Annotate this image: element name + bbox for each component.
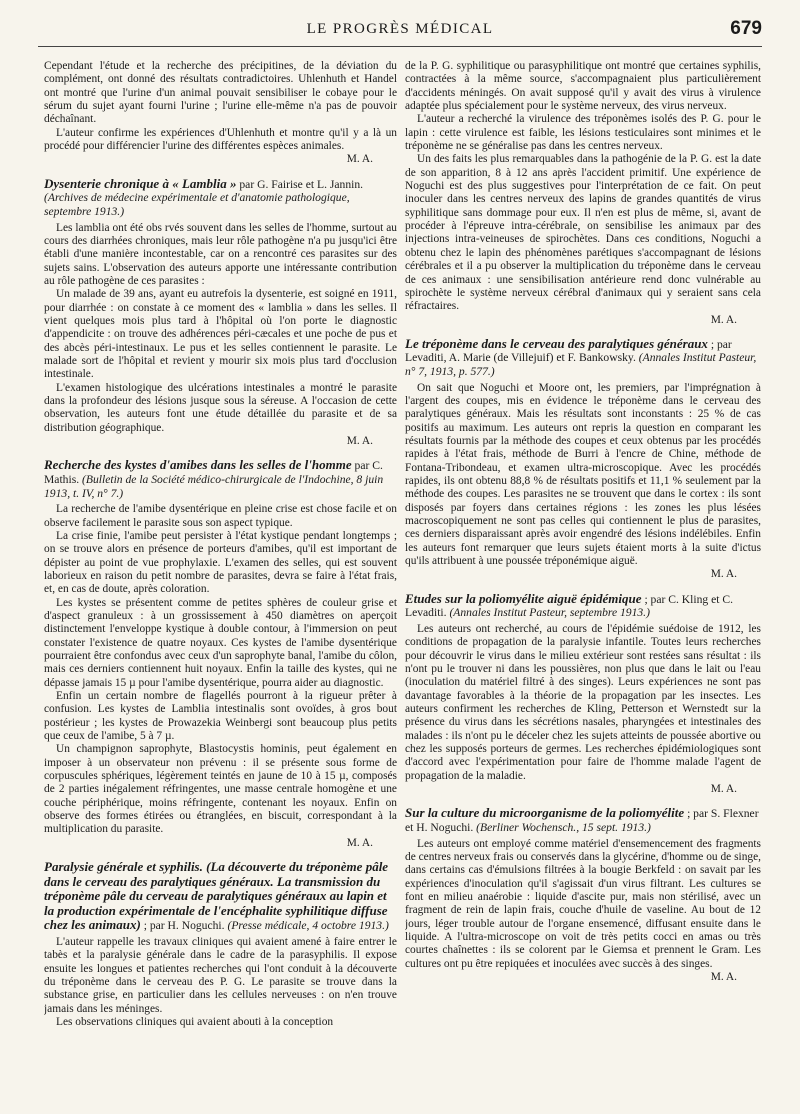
article-paragraph: Les kystes se présentent comme de petites sphères de couleur grise et d'aspect granuleux : à un grossissement à 450 diamètres on aperçoit distinctement l'enveloppe kystique à double contour, à l'immersion on peut constater l'existence de quatre noyaux. Ces kystes de l'amibe dysentérique pourraient être confondus avec ceux d'un saprophyte banal, l'amibe du côlon, mais ces derniers contiennent huit noyaux. Enfin la taille des kystes, qui ne dépasse jamais 15 µ pour l'amibe dysentérique, pourra aider au diagnostic. — [44, 596, 397, 689]
signature: M. A. — [710, 568, 737, 581]
article-title-line — [44, 860, 397, 933]
article-byline-prefix: ; par — [710, 337, 732, 351]
article — [44, 860, 397, 1029]
article — [44, 177, 397, 449]
article-authors: C. Kling et C. Levaditi. — [405, 592, 734, 620]
continuation-paragraph: Un des faits les plus remarquables dans la pathogénie de la P. G. est la date de son apparition, 8 à 12 ans après l'accident primitif. Une expérience de Noguchi est des plus suggestives pour l'interprétation de ce fait. On peut inoculer dans les centres nerveux des lapins de grandes quantités de virus syphilitique sans dommage pour eux. Il n'en est plus de même, si, avant de procéder à l'épreuve intra-cérébrale, on sensibilise les animaux par des injections intra-veineuses de spirochètes. Dans ces conditions, Noguchi a obtenu chez le lapin des phénomènes parétiques s'accompagnant de lésions cérébrales et il a pu observer la multiplication du tréponème dans le cerveau de ces animaux : une sensibilisation antérieure rend donc vulnérable au spirochète le système nerveux cérébral d'animaux qui y seraient sans cela réfractaires. — [405, 153, 761, 313]
article-paragraph: Un malade de 39 ans, ayant eu autrefois la dysenterie, est soigné en 1911, pour diarrhée : on constate à ce moment des « lamblia » dans les selles. Il vient quelques mois plus tard à l'hôpital où l'on porte le diagnostic d'appendicite : on trouve des adhérences péri-cæcales et une poche de pus et des abcès péri-intestinaux. Le pus et les selles contiennent le parasite. Le malade sort de l'hôpital et revient y mourir six mois plus tard d'occlusion intestinale. — [44, 288, 397, 381]
article-byline-prefix: ; par — [143, 919, 165, 933]
intro-paragraph: Cependant l'étude et la recherche des précipitines, de la déviation du complément, ont donné des résultats contradictoires. Uhlenhuth et Handel ont montré que l'urine d'un animal pouvait sensibiliser le cobaye pour le sérum du sujet ayant fourni l'urine ; l'urine elle-même n'a pas de pouvoir déchaînant. — [44, 60, 397, 126]
page-number: 679 — [730, 18, 762, 39]
article-paragraph: Les auteurs ont recherché, au cours de l'épidémie suédoise de 1912, les conditions de propagation de la paralysie infantile. Toutes leurs recherches pour découvrir le virus dans le milieu extérieur sont restées sans résultat : ils n'ont pu le trouver ni dans les poussières, non plus que dans le lait ou l'eau (inoculation du matériel filtré à des singes). Leurs expériences ne sont pas davantage favorables à la théorie de la propagation par les insectes. Les auteurs confirment les recherches de Kling, Petterson et Wernstedt sur la présence du virus dans les sécrétions nasales, pharyngées et intestinales des malades : ils n'ont pu le déceler chez les sujets atteints de poussée abortive ou chez les supposés porteurs de germes. Les recherches épidémiologiques sont d'accord avec l'expérimentation pour faire de l'homme malade l'agent de propagation de la maladie. — [405, 623, 761, 782]
article-title: Paralysie générale et syphilis. (La découverte du tréponème pâle dans le cerveau des paralytiques généraux. La transmission du tréponème pâle du cerveau de paralytiques généraux au lapin et la production expérimentale de l'encéphalite syphilitique diffuse chez les animaux) — [44, 859, 389, 933]
article-byline-prefix: par — [239, 177, 255, 191]
article-paragraph: On sait que Noguchi et Moore ont, les premiers, par l'imprégnation à l'argent des coupes, mis en évidence le tréponème dans le cerveau des paralytiques généraux. Mais les résultats sont inconstants : 25 % de cas positifs au maximum. Les auteurs ont repris la question en comparant les résultats fournis par la méthode des coupes et ceux obtenus par les procédés rapides à l'état frais, méthode de Burri à l'encre de Chine, méthode de Fontana-Tribondeau, et examen ultra-microscopique. Avec les procédés rapides, ils ont obtenu 88,8 % de résultats positifs et 11,1 % seulement par la méthode des coupes. Les parasites ne se trouvent que dans le cortex : ils sont disposés par foyers dans certaines régions : les zones les plus lésées macroscopiquement ne sont pas celles qui contiennent le plus de parasites, ces derniers disparaissant après avoir engendré des lésions indélébiles. Enfin les auteurs font remarquer que leurs sujets étaient morts à la suite d'ictus qu'ils attribuent à une poussée tréponémique aiguë. — [405, 381, 761, 568]
left-articles — [44, 177, 397, 1030]
article-source: (Annales Institut Pasteur, n° 7, 1913, p. 577.) — [405, 351, 757, 379]
article-source: (Bulletin de la Société médico-chirurgicale de l'Indochine, 8 juin 1913, t. IV, n° 7.) — [44, 472, 384, 500]
article-authors: C. Mathis. — [44, 459, 383, 486]
article-authors: S. Flexner et H. Noguchi. — [405, 807, 759, 835]
article-authors: Levaditi, A. Marie (de Villejuif) et F. Bankowsky. — [405, 351, 636, 365]
intro-paragraph: L'auteur confirme les expériences d'Uhlenhuth et montre qu'il y a là un procédé pour différencier l'urine des différentes espèces animales. — [44, 126, 397, 153]
article-paragraph: La crise finie, l'amibe peut persister à l'état kystique pendant longtemps ; on se trouve alors en présence de porteurs d'amibes, qu'il est important de dépister au point de vue prophylaxie. L'examen des selles, qui est souvent laborieux en raison du petit nombre de parasites, devra se faire à l'état frais, et, en cas de doute, après coloration. — [44, 529, 397, 596]
article-paragraph: La recherche de l'amibe dysentérique en pleine crise est chose facile et on observe facilement le parasite sous son aspect typique. — [44, 503, 397, 529]
article-paragraph: L'examen histologique des ulcérations intestinales a montré le parasite dans la profondeur des lésions jusque sous la séreuse. A l'occasion de cette observation, les auteurs font une étude détaillée du parasite et de sa distribution géographique. — [44, 381, 397, 434]
signature: M. A. — [346, 435, 373, 448]
article-authors: H. Noguchi. — [167, 919, 225, 933]
signature: M. A. — [346, 836, 373, 849]
article-source: (Berliner Wochensch., 15 sept. 1913.) — [476, 821, 651, 835]
article — [405, 806, 761, 984]
article-byline-prefix: par — [354, 459, 370, 473]
running-header — [38, 16, 762, 47]
journal-title: LE PROGRÈS MÉDICAL — [306, 21, 494, 37]
article-paragraph: Les lamblia ont été obs rvés souvent dans les selles de l'homme, surtout au cours des diarrhées chroniques, mais leur rôle pathogène n'a pu jusqu'ici être établi d'une manière incontestable, car on a rencontré ces parasites sur des sujets sains. L'observation des auteurs apporte une intéressante contribution au rôle pathogène de ces parasites : — [44, 221, 397, 287]
article-title-line — [405, 592, 761, 620]
signature: M. A. — [346, 153, 373, 166]
article-authors: G. Fairise et L. Jannin. — [257, 177, 364, 191]
article — [44, 458, 397, 850]
article-paragraph: Un champignon saprophyte, Blastocystis hominis, peut également en imposer à un observateur non prévenu : il se présente sous forme de corpuscules sphériques, légèrement teintés en jaune de 10 à 15 µ, composés de 2 parties inégalement réfringentes, une masse centrale homogène et une couche périphérique, moins réfringente, contenant les noyaux. Enfin on observe des formes étirées ou étranglées, en biscuit, correspondant à la multiplication du parasite. — [44, 743, 397, 836]
article-title: Recherche des kystes d'amibes dans les selles de l'homme — [44, 457, 352, 473]
article-source: (Annales Institut Pasteur, septembre 1913.) — [449, 606, 650, 620]
article-byline-prefix: ; par — [644, 592, 666, 606]
article — [405, 337, 761, 582]
article-title-line — [405, 337, 761, 379]
signature: M. A. — [710, 783, 737, 796]
article-title-line — [44, 177, 397, 219]
article-paragraph: Les observations cliniques qui avaient abouti à la conception — [56, 1016, 334, 1029]
article-paragraph: L'auteur rappelle les travaux cliniques qui avaient amené à faire entrer le tabès et la paralysie générale dans le cadre de la parasyphilis. Il expose ensuite les longues et patientes recherches qui l'ont conduit à la découverte du tréponème dans le cerveau des P. G. Le parasite se trouve dans la substance grise, en particulier dans les cellules nerveuses : on n'en trouve jamais dans les méninges. — [44, 936, 397, 1015]
continuation-paragraph: de la P. G. syphilitique ou parasyphilitique ont montré que certaines syphilis, contractées à la même source, s'accompagnaient plus particulièrement d'accidents méningés. On avait supposé qu'il y avait des virus à virulence adaptée plus spécialement pour le système nerveux, des virus nerveux. — [405, 60, 761, 113]
article — [405, 592, 761, 797]
article-paragraph: Les auteurs ont employé comme matériel d'ensemencement des fragments de centres nerveux frais ou conservés dans la glycérine, d'homme ou de singe, dans certains cas d'émulsions filtrées à la bougie Berkfeld : on savait par les expériences d'inoculation qu'il s'agissait d'un virus filtrant. Les cultures se font en milieu anaérobie : liquide d'ascite pur, mais non stérilisé, avec un fragment de rein de lapin frais, couche d'huile de vaseline. Au bout de 12 jours, léger trouble autour de l'organe ensemencé, diffusant ensuite dans le liquide. A l'ultra-microscope on voit de très petits cocci en amas ou très courtes chaînettes : ils se colorent par le Giemsa et prennent le Gram. Les cultures ont pu être repiquées et inoculées avec succès à des singes. — [405, 837, 761, 970]
continuation-paragraph: L'auteur a recherché la virulence des tréponèmes isolés des P. G. pour le lapin : cette virulence est faible, les lésions testiculaires sont minimes et le tréponème ne se généralise pas dans les centres nerveux. — [405, 113, 761, 153]
left-column — [44, 60, 397, 1106]
article-paragraph: Enfin un certain nombre de flagellés pourront à la rigueur prêter à confusion. Les kystes de Lamblia intestinalis sont ovoïdes, à gros bout postérieur ; les kystes de Prowazekia Weinbergi sont beaucoup plus petits que ceux de l'amibe, 5 à 7 µ. — [44, 689, 397, 742]
article-title: Dysenterie chronique à « Lamblia » — [44, 175, 237, 191]
article-title-line — [405, 806, 761, 834]
article-title: Le tréponème dans le cerveau des paralytiques généraux — [405, 335, 708, 351]
article-title: Etudes sur la poliomyélite aiguë épidémique — [405, 590, 642, 606]
signature: M. A. — [710, 313, 737, 326]
right-column — [405, 60, 761, 1106]
article-byline-prefix: ; par — [687, 807, 708, 821]
article-source: (Presse médicale, 4 octobre 1913.) — [227, 919, 389, 933]
article-source: (Archives de médecine expérimentale et d'anatomie pathologique, septembre 1913.) — [44, 191, 350, 218]
right-articles — [405, 337, 761, 985]
signature: M. A. — [710, 971, 737, 984]
article-title: Sur la culture du microorganisme de la poliomyélite — [405, 805, 685, 821]
article-title-line — [44, 458, 397, 500]
